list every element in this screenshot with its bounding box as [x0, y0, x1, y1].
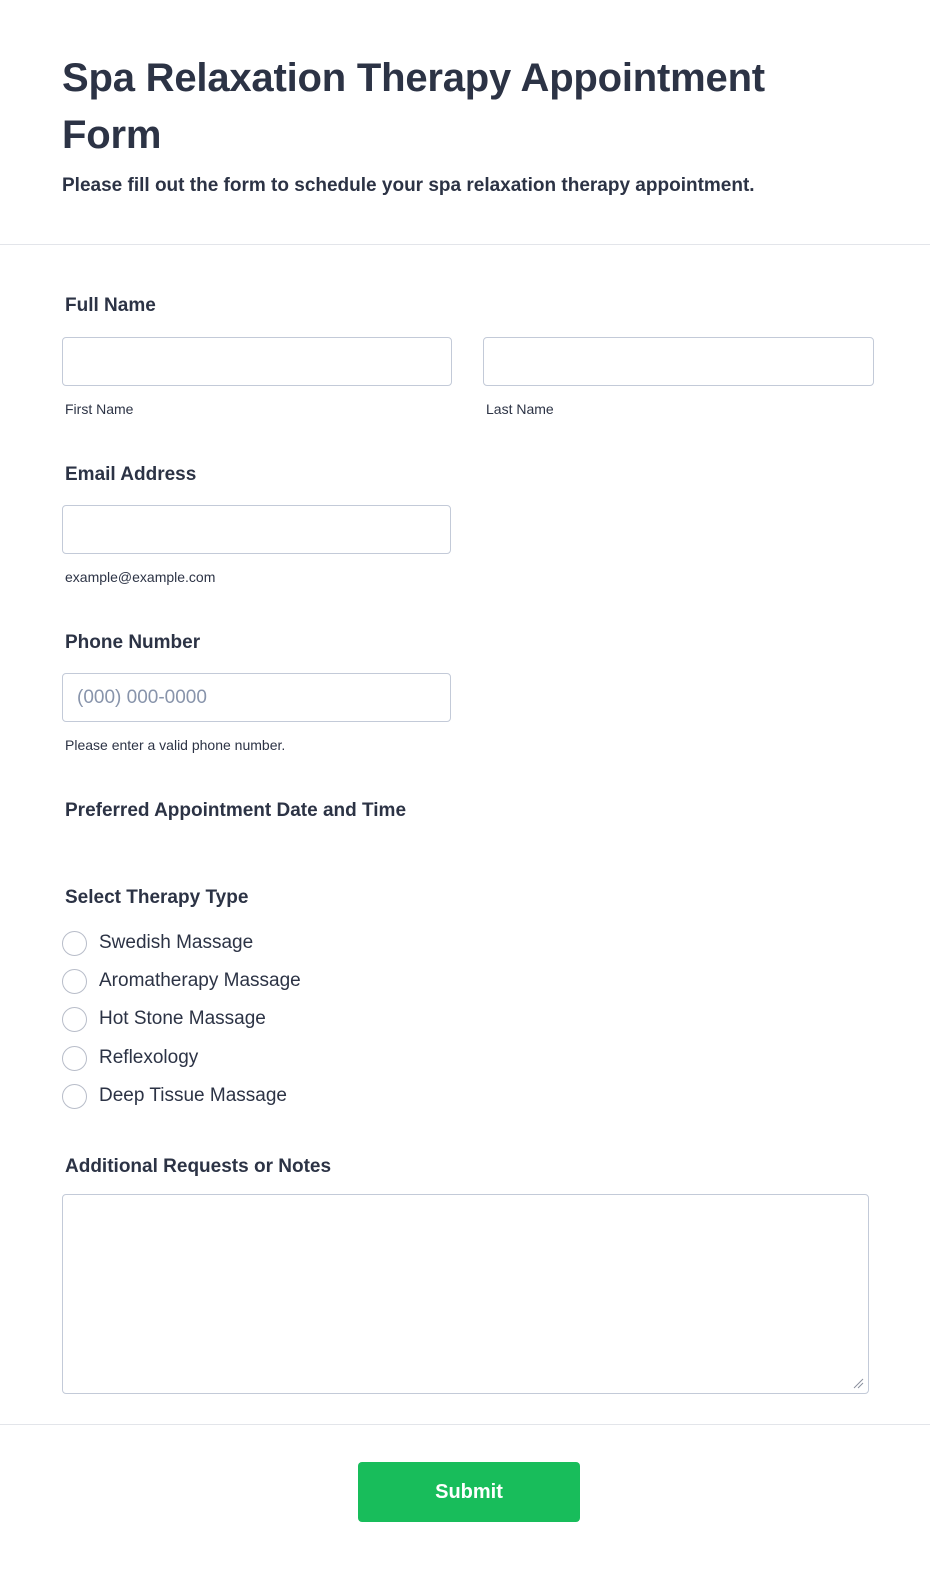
therapy-type-label: Select Therapy Type [65, 887, 249, 908]
radio-button[interactable] [62, 931, 87, 956]
radio-label: Reflexology [99, 1047, 199, 1068]
radio-option-swedish-massage[interactable] [62, 930, 253, 956]
page-subtitle: Please fill out the form to schedule your spa relaxation therapy appointment. [62, 175, 755, 196]
footer-divider [0, 1424, 930, 1425]
last-name-sublabel: Last Name [486, 401, 554, 417]
phone-sublabel: Please enter a valid phone number. [65, 737, 286, 753]
radio-button[interactable] [62, 1046, 87, 1071]
radio-option-reflexology[interactable] [62, 1045, 198, 1071]
radio-option-hot-stone-massage[interactable] [62, 1006, 266, 1032]
phone-label: Phone Number [65, 632, 201, 653]
radio-option-aromatherapy-massage[interactable] [62, 968, 301, 994]
form-header [0, 0, 930, 245]
full-name-label: Full Name [65, 295, 156, 316]
notes-label: Additional Requests or Notes [65, 1156, 332, 1177]
email-sublabel: example@example.com [65, 569, 216, 585]
radio-option-deep-tissue-massage[interactable] [62, 1083, 287, 1109]
email-input[interactable] [62, 505, 451, 554]
radio-button[interactable] [62, 1007, 87, 1032]
first-name-input[interactable] [62, 337, 452, 386]
radio-button[interactable] [62, 1084, 87, 1109]
last-name-input[interactable] [483, 337, 874, 386]
radio-button[interactable] [62, 969, 87, 994]
appointment-datetime-label: Preferred Appointment Date and Time [65, 800, 407, 821]
page-title: Spa Relaxation Therapy Appointment Form [62, 56, 765, 157]
radio-label: Swedish Massage [99, 932, 254, 953]
first-name-sublabel: First Name [65, 401, 134, 417]
phone-input[interactable] [62, 673, 451, 722]
notes-textarea[interactable] [62, 1194, 869, 1394]
email-label: Email Address [65, 464, 197, 485]
resize-handle-icon[interactable] [852, 1377, 864, 1389]
radio-label: Aromatherapy Massage [99, 970, 301, 991]
submit-button[interactable]: Submit [358, 1462, 580, 1522]
radio-label: Deep Tissue Massage [99, 1085, 287, 1106]
radio-label: Hot Stone Massage [99, 1008, 266, 1029]
